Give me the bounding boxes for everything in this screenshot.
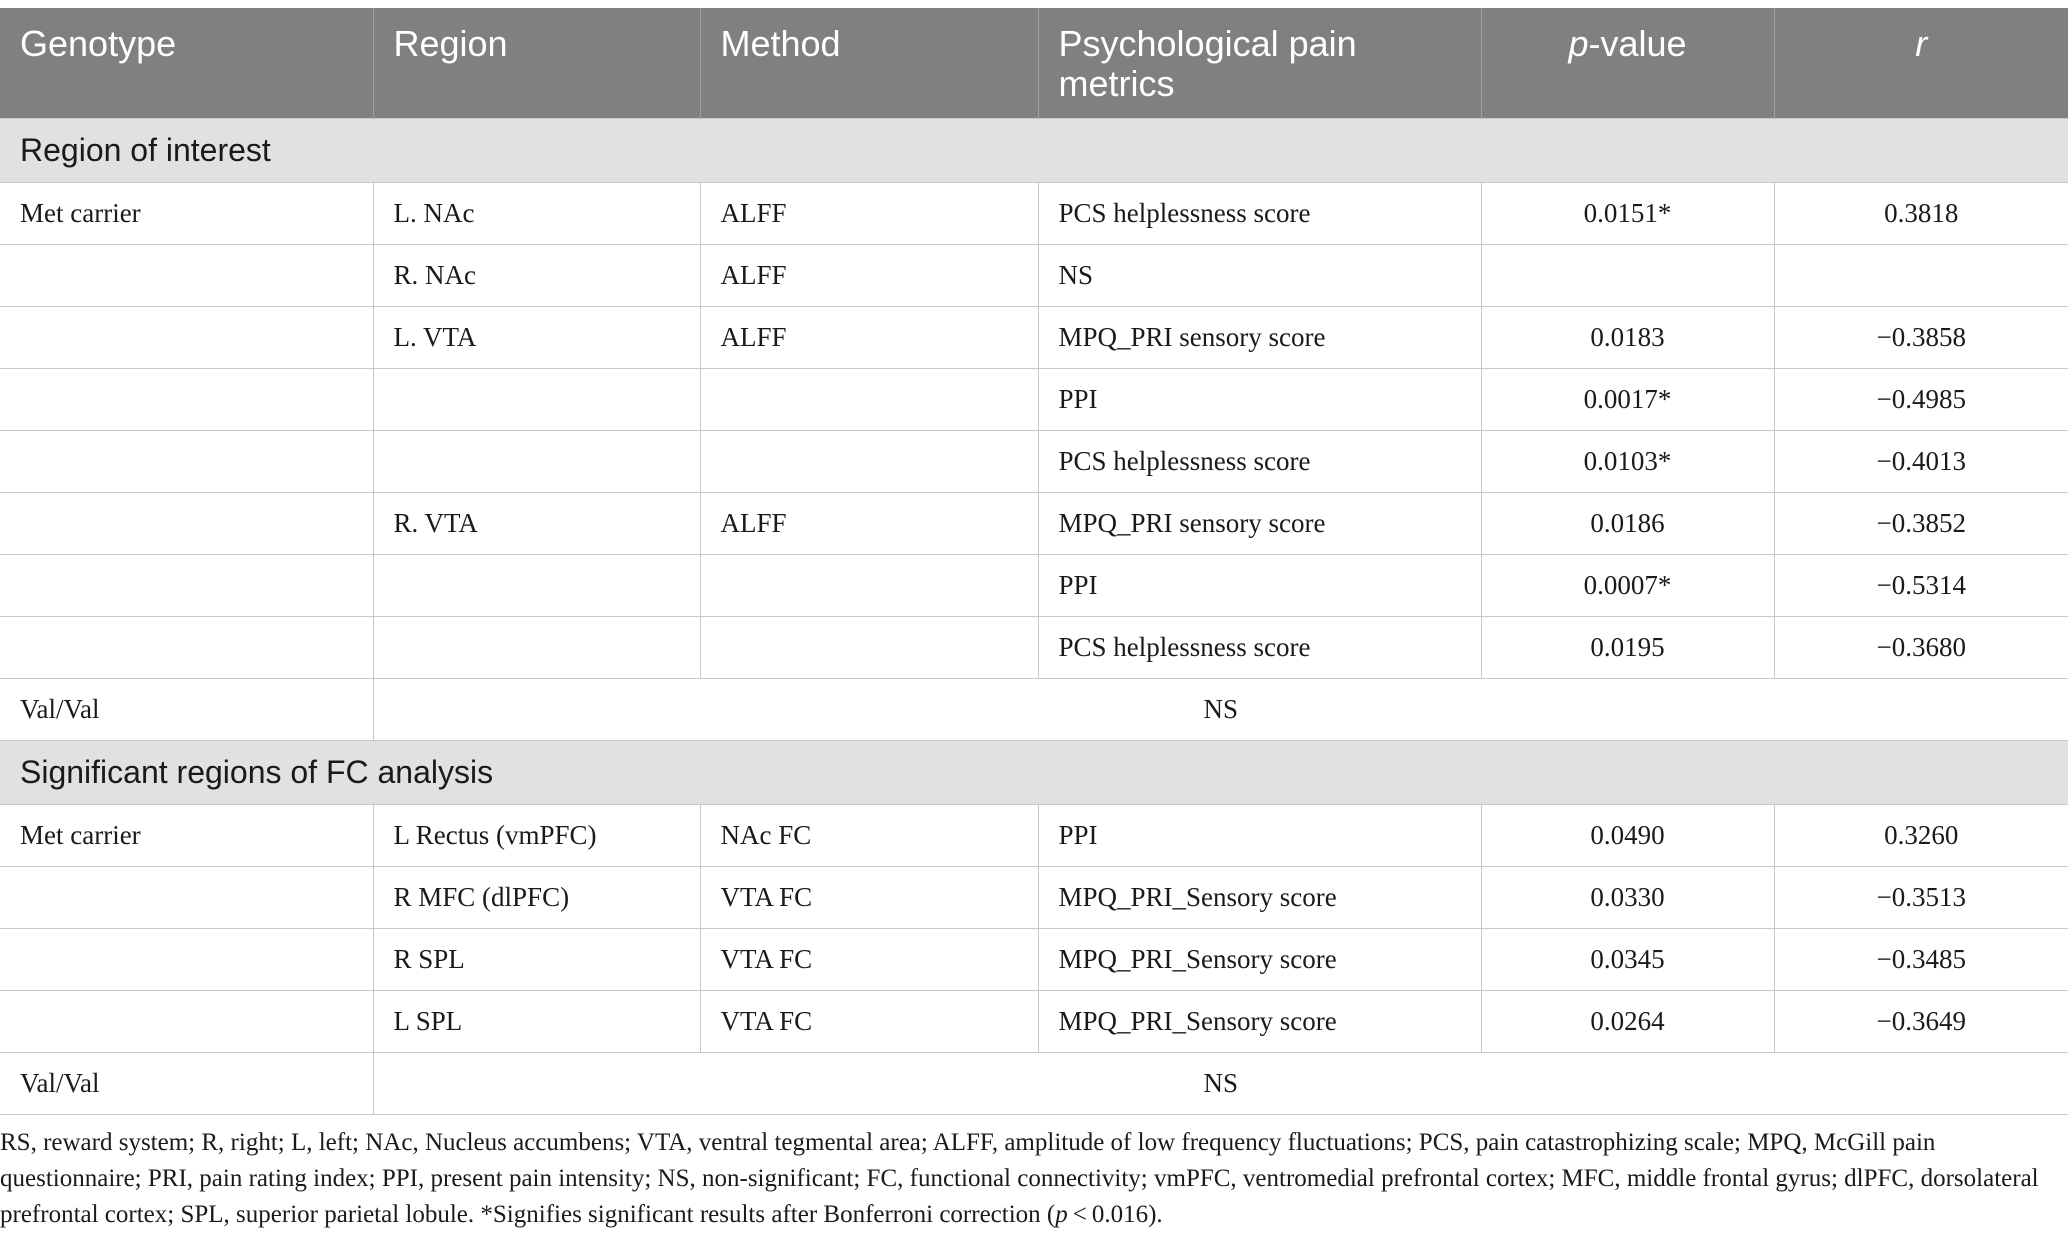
region-cell — [373, 616, 700, 678]
metric-cell: MPQ_PRI_Sensory score — [1038, 928, 1481, 990]
r-cell: −0.3852 — [1774, 492, 2068, 554]
header-metrics — [1038, 8, 1481, 118]
footnote-text: RS, reward system; R, right; L, left; NAc, Nucleus accumbens; VTA, ventral tegmental area; ALFF, amplitude of low frequency fluctuations; PCS, pain catastrophizing scale; MPQ, McGill pain questionnaire; PRI, pain rating index; PPI, present pain intensity; NS, non-significant; FC, functional connectivity; vmPFC, ventromedial prefrontal cortex; MFC, middle frontal gyrus; dlPFC, dorsolateral prefrontal cortex; SPL, superior parietal lobule. *Signifies significant results after Bonferroni correction ( — [0, 1129, 2039, 1228]
results-table-container — [0, 8, 2068, 1115]
footnote-p-italic: p — [1055, 1201, 1068, 1228]
header-pvalue-rest: -value — [1588, 23, 1687, 64]
region-cell — [373, 554, 700, 616]
header-genotype: Genotype — [20, 23, 177, 64]
results-table — [0, 8, 2068, 1115]
section-title: Significant regions of FC analysis — [0, 740, 2068, 804]
table-footnote — [0, 1125, 2040, 1233]
method-cell: VTA FC — [700, 928, 1038, 990]
method-cell: ALFF — [700, 182, 1038, 244]
region-cell: L SPL — [373, 990, 700, 1052]
genotype-cell — [0, 492, 373, 554]
table-row — [0, 244, 2068, 306]
pvalue-cell: 0.0330 — [1481, 866, 1774, 928]
pvalue-cell: 0.0264 — [1481, 990, 1774, 1052]
region-cell: R. NAc — [373, 244, 700, 306]
table-row-nonsignificant — [0, 1052, 2068, 1114]
r-cell: −0.3649 — [1774, 990, 2068, 1052]
header-pvalue-italic: p — [1568, 23, 1589, 64]
header-metrics-line2: metrics — [1058, 63, 1175, 104]
table-row — [0, 368, 2068, 430]
region-cell: R. VTA — [373, 492, 700, 554]
region-cell: R MFC (dlPFC) — [373, 866, 700, 928]
table-row — [0, 804, 2068, 866]
pvalue-cell: 0.0007* — [1481, 554, 1774, 616]
pvalue-cell: 0.0017* — [1481, 368, 1774, 430]
table-row — [0, 866, 2068, 928]
metric-cell: PPI — [1038, 368, 1481, 430]
r-cell: −0.4985 — [1774, 368, 2068, 430]
genotype-cell — [0, 990, 373, 1052]
genotype-cell — [0, 430, 373, 492]
header-pvalue — [1481, 8, 1774, 118]
table-row — [0, 616, 2068, 678]
header-r — [1774, 8, 2068, 118]
table-row — [0, 928, 2068, 990]
r-cell: 0.3260 — [1774, 804, 2068, 866]
header-method: Method — [700, 8, 1038, 118]
genotype-cell — [0, 928, 373, 990]
method-cell: ALFF — [700, 306, 1038, 368]
genotype-cell: Val/Val — [0, 678, 373, 740]
method-cell: ALFF — [700, 244, 1038, 306]
section-header-row — [0, 118, 2068, 182]
pvalue-cell: 0.0490 — [1481, 804, 1774, 866]
pvalue-cell: 0.0345 — [1481, 928, 1774, 990]
table-body — [0, 118, 2068, 1114]
table-row — [0, 554, 2068, 616]
r-cell — [1774, 244, 2068, 306]
footnote-text-end: < 0.016). — [1067, 1201, 1163, 1228]
r-cell: −0.3858 — [1774, 306, 2068, 368]
metric-cell: MPQ_PRI sensory score — [1038, 306, 1481, 368]
pvalue-cell: 0.0186 — [1481, 492, 1774, 554]
r-cell: −0.3485 — [1774, 928, 2068, 990]
pvalue-cell — [1481, 244, 1774, 306]
region-cell: R SPL — [373, 928, 700, 990]
method-cell: VTA FC — [700, 990, 1038, 1052]
table-row — [0, 306, 2068, 368]
method-cell: VTA FC — [700, 866, 1038, 928]
region-cell: L Rectus (vmPFC) — [373, 804, 700, 866]
r-cell: −0.5314 — [1774, 554, 2068, 616]
method-cell — [700, 368, 1038, 430]
region-cell — [373, 430, 700, 492]
metric-cell: MPQ_PRI_Sensory score — [1038, 866, 1481, 928]
method-cell — [700, 616, 1038, 678]
pvalue-cell: 0.0195 — [1481, 616, 1774, 678]
method-cell: ALFF — [700, 492, 1038, 554]
ns-value-cell: NS — [373, 1052, 2068, 1114]
table-row — [0, 492, 2068, 554]
genotype-cell — [0, 554, 373, 616]
metric-cell: PPI — [1038, 804, 1481, 866]
genotype-cell: Met carrier — [0, 804, 373, 866]
table-row — [0, 430, 2068, 492]
header-region: Region — [373, 8, 700, 118]
r-cell: −0.3680 — [1774, 616, 2068, 678]
metric-cell: PCS helplessness score — [1038, 616, 1481, 678]
r-cell: −0.3513 — [1774, 866, 2068, 928]
metric-cell: PPI — [1038, 554, 1481, 616]
header-r-label: r — [1915, 23, 1928, 64]
section-title: Region of interest — [0, 118, 2068, 182]
metric-cell: MPQ_PRI_Sensory score — [1038, 990, 1481, 1052]
genotype-cell — [0, 306, 373, 368]
table-row — [0, 182, 2068, 244]
metric-cell: MPQ_PRI sensory score — [1038, 492, 1481, 554]
table-header — [0, 8, 2068, 118]
method-cell — [700, 430, 1038, 492]
genotype-cell — [0, 368, 373, 430]
region-cell: L. VTA — [373, 306, 700, 368]
genotype-cell — [0, 616, 373, 678]
genotype-cell — [0, 866, 373, 928]
genotype-cell: Met carrier — [0, 182, 373, 244]
ns-value-cell: NS — [373, 678, 2068, 740]
header-metrics-line1: Psychological pain — [1058, 23, 1357, 64]
method-cell — [700, 554, 1038, 616]
region-cell — [373, 368, 700, 430]
method-cell: NAc FC — [700, 804, 1038, 866]
metric-cell: PCS helplessness score — [1038, 430, 1481, 492]
region-cell: L. NAc — [373, 182, 700, 244]
r-cell: 0.3818 — [1774, 182, 2068, 244]
genotype-cell: Val/Val — [0, 1052, 373, 1114]
table-row — [0, 990, 2068, 1052]
pvalue-cell: 0.0183 — [1481, 306, 1774, 368]
header-row — [0, 8, 2068, 118]
pvalue-cell: 0.0151* — [1481, 182, 1774, 244]
table-row-nonsignificant — [0, 678, 2068, 740]
metric-cell: PCS helplessness score — [1038, 182, 1481, 244]
genotype-cell — [0, 244, 373, 306]
pvalue-cell: 0.0103* — [1481, 430, 1774, 492]
section-header-row — [0, 740, 2068, 804]
metric-cell: NS — [1038, 244, 1481, 306]
r-cell: −0.4013 — [1774, 430, 2068, 492]
